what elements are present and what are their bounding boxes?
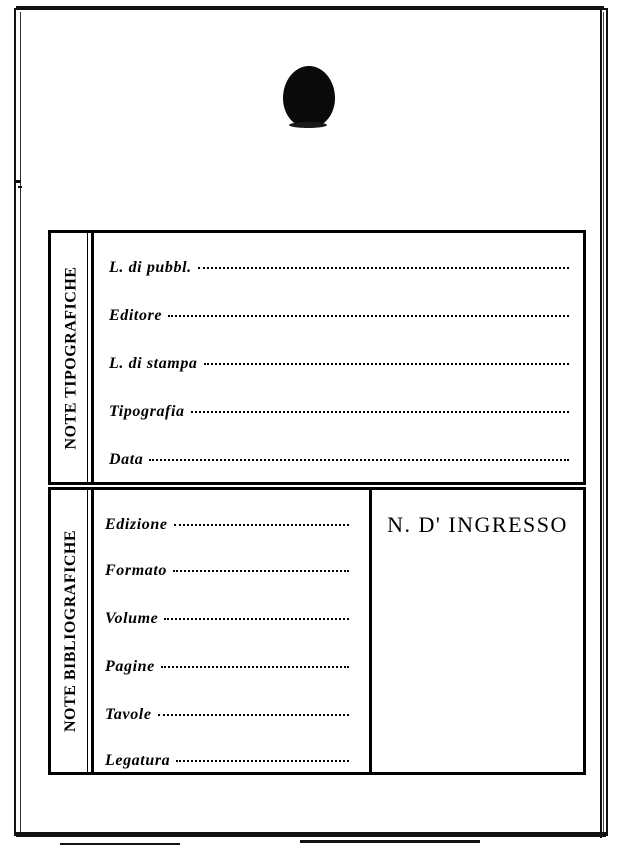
section-label-text: NOTE BIBLIOGRAFICHE [62,530,80,732]
field-input-editore[interactable] [168,314,569,317]
field-label-tipografia: Tipografia [109,403,185,420]
field-label-formato: Formato [105,562,167,579]
field-input-legatura[interactable] [176,759,349,762]
tipografiche-fields [95,233,583,482]
side-label-rule [87,233,88,482]
scan-speck [18,186,22,188]
scan-speck [60,843,180,845]
numero-ingresso-panel[interactable] [372,490,583,772]
field-label-l-di-pubbl: L. di pubbl. [109,259,192,276]
bibliografiche-fields-column [95,490,372,772]
field-label-editore: Editore [109,307,163,324]
field-row-formato[interactable] [105,562,349,580]
scan-edge-bottom [16,832,606,837]
section-note-bibliografiche [48,487,586,775]
section-label-note-bibliografiche [51,490,94,772]
scan-right-margin-strip [600,6,614,838]
field-input-l-di-stampa[interactable] [204,362,569,365]
field-row-legatura[interactable] [105,752,349,770]
field-input-l-di-pubbl[interactable] [198,266,569,269]
section-note-tipografiche [48,230,586,485]
field-label-pagine: Pagine [105,658,155,675]
field-input-volume[interactable] [164,617,349,620]
section-label-text: NOTE TIPOGRAFICHE [62,266,79,449]
field-row-l-di-stampa[interactable] [109,355,569,373]
scan-speck [16,180,21,183]
field-input-tipografia[interactable] [191,410,569,413]
field-row-l-di-pubbl[interactable] [109,259,569,277]
field-row-tavole[interactable] [105,706,349,724]
field-input-formato[interactable] [173,569,349,572]
field-label-tavole: Tavole [105,706,152,723]
field-row-editore[interactable] [109,307,569,325]
field-label-legatura: Legatura [105,752,171,769]
field-row-volume[interactable] [105,610,349,628]
punch-hole-icon [283,66,335,128]
numero-ingresso-title: N. D' INGRESSO [387,512,568,537]
field-input-data[interactable] [149,458,569,461]
scan-speck [300,840,480,843]
field-input-pagine[interactable] [161,665,349,668]
field-row-data[interactable] [109,451,569,469]
field-input-tavole[interactable] [158,713,349,716]
field-label-volume: Volume [105,610,159,627]
field-input-edizione[interactable] [174,523,349,526]
field-label-l-di-stampa: L. di stampa [109,355,198,372]
section-label-note-tipografiche [51,233,94,482]
field-label-data: Data [109,451,144,468]
side-label-rule [87,490,88,772]
field-row-edizione[interactable] [105,516,349,534]
field-row-pagine[interactable] [105,658,349,676]
field-row-tipografia[interactable] [109,403,569,421]
punch-hole-shadow [289,122,327,128]
field-label-edizione: Edizione [105,516,168,533]
